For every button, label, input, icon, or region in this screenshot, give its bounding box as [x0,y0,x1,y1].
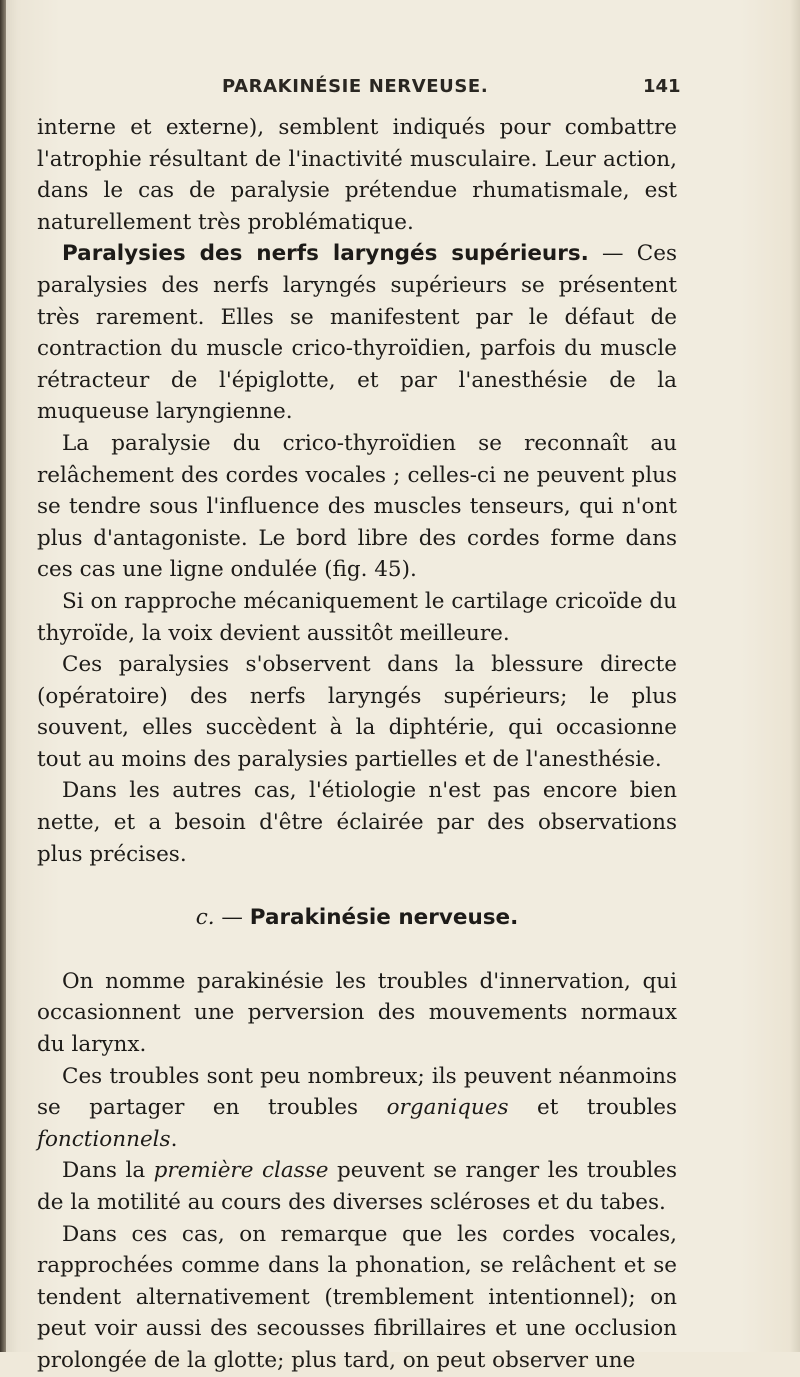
text-run: . [170,1126,178,1152]
text-run: Ces troubles sont peu nombreux; ils peuvent néanmoins se partager en troubles [37,1063,677,1121]
emphasis-organiques: organiques [386,1095,509,1121]
text-run: Dans la [62,1158,154,1184]
paragraph-definition: On nomme parakinésie les troubles d'innervation, qui occasionnent une perversion des mouvements normaux du larynx. [37,968,677,1058]
section-heading [37,902,677,934]
paragraph-etiology: Dans les autres cas, l'étiologie n'est pas encore bien nette, et a besoin d'être éclairée par des observations plus précises. [37,778,677,867]
section-dash: — [214,905,250,931]
paragraph-mechanical: Si on rapproche mécaniquement le cartilage cricoïde du thyroïde, la voix devient aussitôt meilleure. [37,588,677,646]
text-run: peuvent se ranger les troubles de la motilité au cours des diverses scléroses et du tabes. [37,1158,677,1215]
page-number: 141 [643,76,681,97]
paragraph-crico-thyroid: La paralysie du crico-thyroïdien se reconnaît au relâchement des cordes vocales ; celles-ci ne peuvent plus se tendre sous l'influence des muscles tenseurs, qui n'ont plus d'antagoniste. Le bord libre des cordes forme dans ces cas une ligne ondulée (fig. 45). [37,430,677,583]
running-head: PARAKINÉSIE NERVEUSE. [222,76,489,97]
page-header [0,76,800,102]
paragraph-continuation: interne et externe), semblent indiqués pour combattre l'atrophie résultant de l'inactivité musculaire. Leur action, dans le cas de paralysie prétendue rhumatismale, est naturellement très problématique. [37,115,677,235]
paragraph-superior-nerves [37,238,677,428]
paragraph-causes: Ces paralysies s'observent dans la blessure directe (opératoire) des nerfs laryngés supérieurs; le plus souvent, elles succèdent à la diphtérie, qui occasionne tout au moins des paralysies partielles et de l'anesthésie. [37,652,677,772]
paragraph-text: — Ces paralysies des nerfs laryngés supérieurs se présentent très rarement. Elles se manifestent par le défaut de contraction du muscle crico-thyroïdien, parfois du muscle rétracteur de l'épiglotte, et par l'anesthésie de la muqueuse laryngienne. [37,241,677,425]
paragraph-classification [37,1061,677,1156]
paragraph-heading: Paralysies des nerfs laryngés supérieurs. [62,241,589,267]
section-letter: c. [195,905,215,931]
body-text [37,112,677,1377]
emphasis-premiere-classe: première classe [153,1158,329,1184]
paragraph-first-class [37,1155,677,1218]
page-binding-edge [0,0,6,1352]
section-title: Parakinésie nerveuse. [249,905,519,931]
text-run: et troubles [508,1095,678,1121]
paragraph-tremor: Dans ces cas, on remarque que les cordes vocales, rapprochées comme dans la phonation, se relâchent et se tendent alternativement (tremblement intentionnel); on peut voir aussi des secousses fibrillaires et une occlusion prolongée de la glotte; plus tard, on peut observer une [37,1221,677,1373]
emphasis-fonctionnels: fonctionnels [37,1126,171,1152]
